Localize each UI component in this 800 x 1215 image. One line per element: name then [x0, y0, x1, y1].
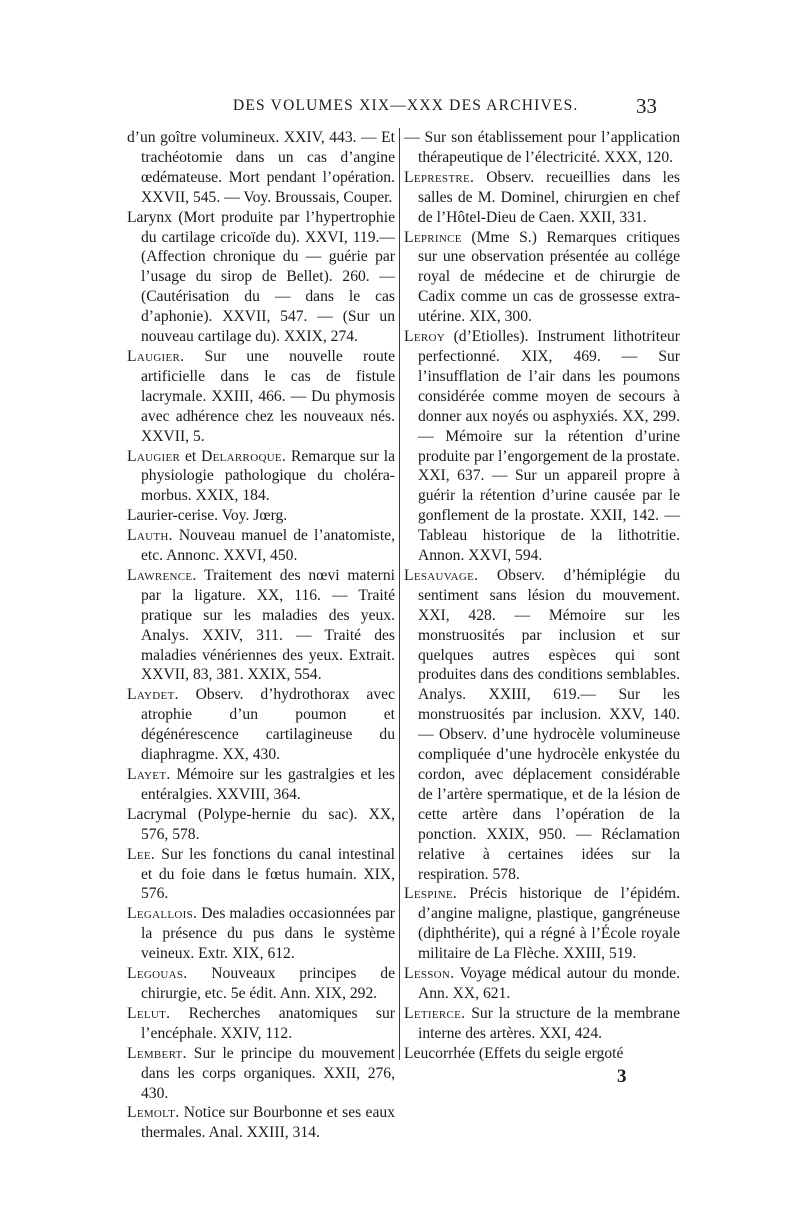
entry-author: Layet. [127, 766, 171, 783]
index-entry: Letierce. Sur la structure de la membrane interne des artères. XXI, 424. [404, 1004, 680, 1042]
header-title: DES VOLUMES XIX—XXX DES ARCHIVES. [233, 97, 579, 114]
right-column [404, 128, 680, 1064]
index-entry: d’un goître volumineux. XXIV, 443. — Et trachéotomie dans un cas d’angine œdémateuse. Mort pendant l’opération. XXVII, 545. — Voy. Broussais, Couper. [127, 129, 395, 206]
entry-author: Lauth. [127, 527, 173, 545]
entry-author: Legallois. [127, 905, 198, 923]
entry-author: Letierce. [404, 1004, 466, 1022]
entry-author: Laydet. [127, 686, 179, 704]
index-entry: Legallois. Des maladies occasionnées par la présence du pus dans le système veineux. Extr. XIX, 612. [127, 905, 395, 963]
index-entry: Lawrence. Traitement des nœvi materni par la ligature. XX, 116. — Traité pratique sur les maladies des yeux. Analys. XXIV, 311. — Traité des maladies vénériennes des yeux. Extrait. XXVII, 83, 381. XXIX, 554. [127, 566, 395, 684]
entry-author: Leprince [404, 228, 462, 246]
index-entry: Lacrymal (Polype-hernie du sac). XX, 576, 578. [127, 805, 395, 843]
index-entry: Laydet. Observ. d’hydrothorax avec atrophie d’un poumon et dégénérescence cartilagineuse du diaphragme. XX, 430. [127, 686, 395, 764]
entry-author: Lee. [127, 845, 156, 863]
index-entry: — Sur son établissement pour l’application thérapeutique de l’électricité. XXX, 120. [404, 129, 680, 166]
index-entry: Laugier. Sur une nouvelle route artificielle dans le cas de fistule lacrymale. XXIII, 466. — Du phymosis avec adhérence chez les nouveaux nés. XXVII, 5. [127, 347, 395, 445]
entry-author: Lembert. [127, 1044, 187, 1062]
index-entry: Lespine. Précis historique de l’épidém. d’angine maligne, plastique, gangréneuse (diphthérite), qui a régné à l’École royale militaire de La Flèche. XXIII, 519. [404, 885, 680, 963]
entry-author: Lespine. [404, 885, 458, 903]
index-entry: Leprestre. Observ. recueillies dans les salles de M. Dominel, chirurgien en chef de l’Hôtel-Dieu de Caen. XXII, 331. [404, 168, 680, 226]
entry-author: Lelut. [127, 1004, 171, 1022]
left-column [127, 128, 395, 1143]
index-entry: Lembert. Sur le principe du mouvement dans les corps organiques. XXII, 276, 430. [127, 1044, 395, 1102]
entry-author: Lawrence. [127, 566, 197, 584]
index-entry: Lesauvage. Observ. d’hémiplégie du sentiment sans lésion du mouvement. XXI, 428. — Mémoire sur les monstruosités par inclusion et sur quelques autres espèces qui sont produites dans des conditions semblables. Analys. XXIII, 619.— Sur les monstruosités par inclusion. XXV, 140. — Observ. d’une hydrocèle volumineuse compliquée d’une hydrocèle enkystée du cordon, avec déplacement considérable de l’artère spermatique, et de la lésion de cette artère dans l’opération de la ponction. XXIX, 950. — Réclamation relative à certaines idées sur la respiration. 578. [404, 566, 680, 883]
index-entry: Lesson. Voyage médical autour du monde. Ann. XX, 621. [404, 965, 680, 1002]
index-entry: Leprince (Mme S.) Remarques critiques sur une observation présentée au collége royal de médecine et de chirurgie de Cadix comme un cas de grossesse extra-utérine. XIX, 300. [404, 228, 680, 326]
signature-mark: 3 [617, 1066, 627, 1087]
index-entry: Laugier et Delarroque. Remarque sur la physiologie pathologique du choléra-morbus. XXIX, 184. [127, 447, 395, 505]
entry-author: Delarroque. [201, 447, 287, 465]
index-entry: Lelut. Recherches anatomiques sur l’encéphale. XXIV, 112. [127, 1004, 395, 1042]
entry-author: Lesson. [404, 965, 455, 983]
index-entry: Lauth. Nouveau manuel de l’anatomiste, etc. Annonc. XXVI, 450. [127, 527, 395, 565]
entry-author: Lesauvage. [404, 566, 479, 584]
entry-author: Legouas. [127, 965, 188, 983]
index-entry: Lee. Sur les fonctions du canal intestinal et du foie dans le fœtus humain. XIX, 576. [127, 845, 395, 903]
index-entry: Leroy (d’Etiolles). Instrument lithotriteur perfectionné. XIX, 469. — Sur l’insufflation de l’air dans les poumons considérée comme moyen de secours à donner aux noyés ou asphyxiés. XX, 299. — Mémoire sur la rétention d’urine produite par l’engorgement de la prostate. XXI, 637. — Sur un appareil propre à guérir la rétention d’urine causée par le gonflement de la prostate. XXII, 142. — Tableau historique de la lithotritie. Annon. XXVI, 594. [404, 328, 680, 565]
entry-author: Leprestre. [404, 168, 475, 186]
entry-author: Leroy [404, 328, 445, 346]
page-number: 33 [636, 94, 657, 118]
entry-author: Laugier. [127, 347, 185, 365]
index-entry: Laurier-cerise. Voy. Jœrg. [127, 507, 288, 525]
index-entry: Layet. Mémoire sur les gastralgies et les entéralgies. XXVIII, 364. [127, 766, 395, 803]
running-header [137, 94, 657, 125]
index-entry: Leucorrhée (Effets du seigle ergoté [404, 1044, 624, 1062]
entry-author: Lemolt. [127, 1104, 180, 1122]
column-divider [399, 128, 400, 1060]
index-entry: Larynx (Mort produite par l’hypertrophie du cartilage cricoïde du). XXVI, 119.—(Affection chronique du — guérie par l’usage du sirop de Bellet). 260. — (Cautérisation du — dans le cas d’aphonie). XXVII, 547. — (Sur un nouveau cartilage du). XXIX, 274. [127, 208, 395, 346]
index-entry: Legouas. Nouveaux principes de chirurgie, etc. 5e édit. Ann. XIX, 292. [127, 965, 395, 1002]
index-entry: Lemolt. Notice sur Bourbonne et ses eaux thermales. Anal. XXIII, 314. [127, 1104, 395, 1142]
entry-author: Laugier [127, 447, 181, 465]
